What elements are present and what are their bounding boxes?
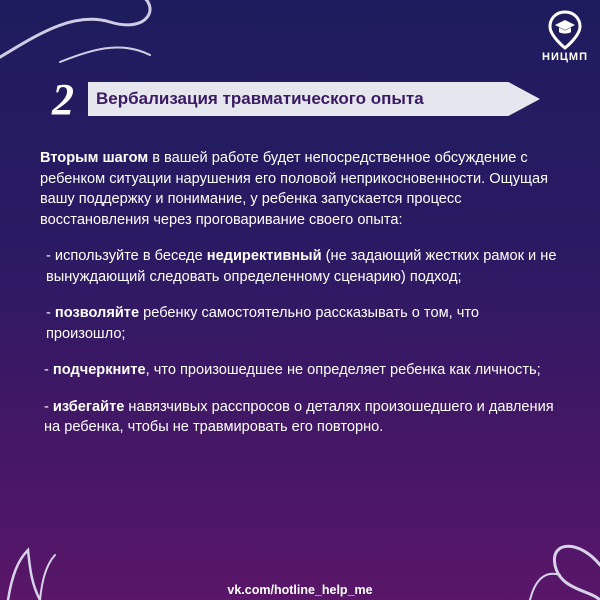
graduation-cap-pin-icon bbox=[547, 10, 583, 50]
body-text bbox=[40, 148, 560, 454]
paragraph-intro bbox=[40, 148, 560, 230]
section-title: Вербализация травматического опыта bbox=[96, 89, 424, 108]
text: - bbox=[46, 305, 55, 321]
logo-text: НИЦМП bbox=[542, 51, 588, 63]
doodle-top-left bbox=[0, 0, 200, 90]
section-heading bbox=[52, 75, 512, 124]
emphasis: позволяйте bbox=[54, 305, 140, 321]
text: - bbox=[44, 362, 53, 378]
emphasis: недирективный bbox=[206, 248, 322, 264]
list-item bbox=[40, 397, 560, 438]
list-item bbox=[40, 246, 560, 287]
text: ребенку самостоятельно рассказывать о том, что произошло; bbox=[46, 305, 479, 342]
emphasis: Вторым шагом bbox=[40, 150, 149, 166]
section-number: 2 bbox=[52, 75, 74, 124]
emphasis: подчеркните bbox=[52, 362, 146, 378]
text: навязчивых расспросов о деталях произошедшего и давления на ребенка, чтобы не травмировать его повторно. bbox=[44, 398, 554, 435]
text: - используйте в беседе bbox=[46, 248, 207, 264]
logo bbox=[538, 10, 592, 63]
text: (не задающий жестких рамок и не вынуждающий следовать определенному сценарию) подход; bbox=[46, 248, 557, 285]
emphasis: избегайте bbox=[52, 398, 125, 415]
text: - bbox=[44, 398, 53, 415]
list-item bbox=[40, 303, 560, 344]
list-item bbox=[40, 360, 560, 381]
footer-link[interactable]: vk.com/hotline_help_me bbox=[227, 583, 373, 597]
text: , что произошедшее не определяет ребенка как личность; bbox=[145, 362, 541, 378]
text: в вашей работе будет непосредственное обсуждение с ребенком ситуации нарушения его половой неприкосновенности. Ощущая вашу поддержку и понимание, у ребенка запускается процесс восстановления через проговаривание своего опыта: bbox=[40, 150, 549, 228]
